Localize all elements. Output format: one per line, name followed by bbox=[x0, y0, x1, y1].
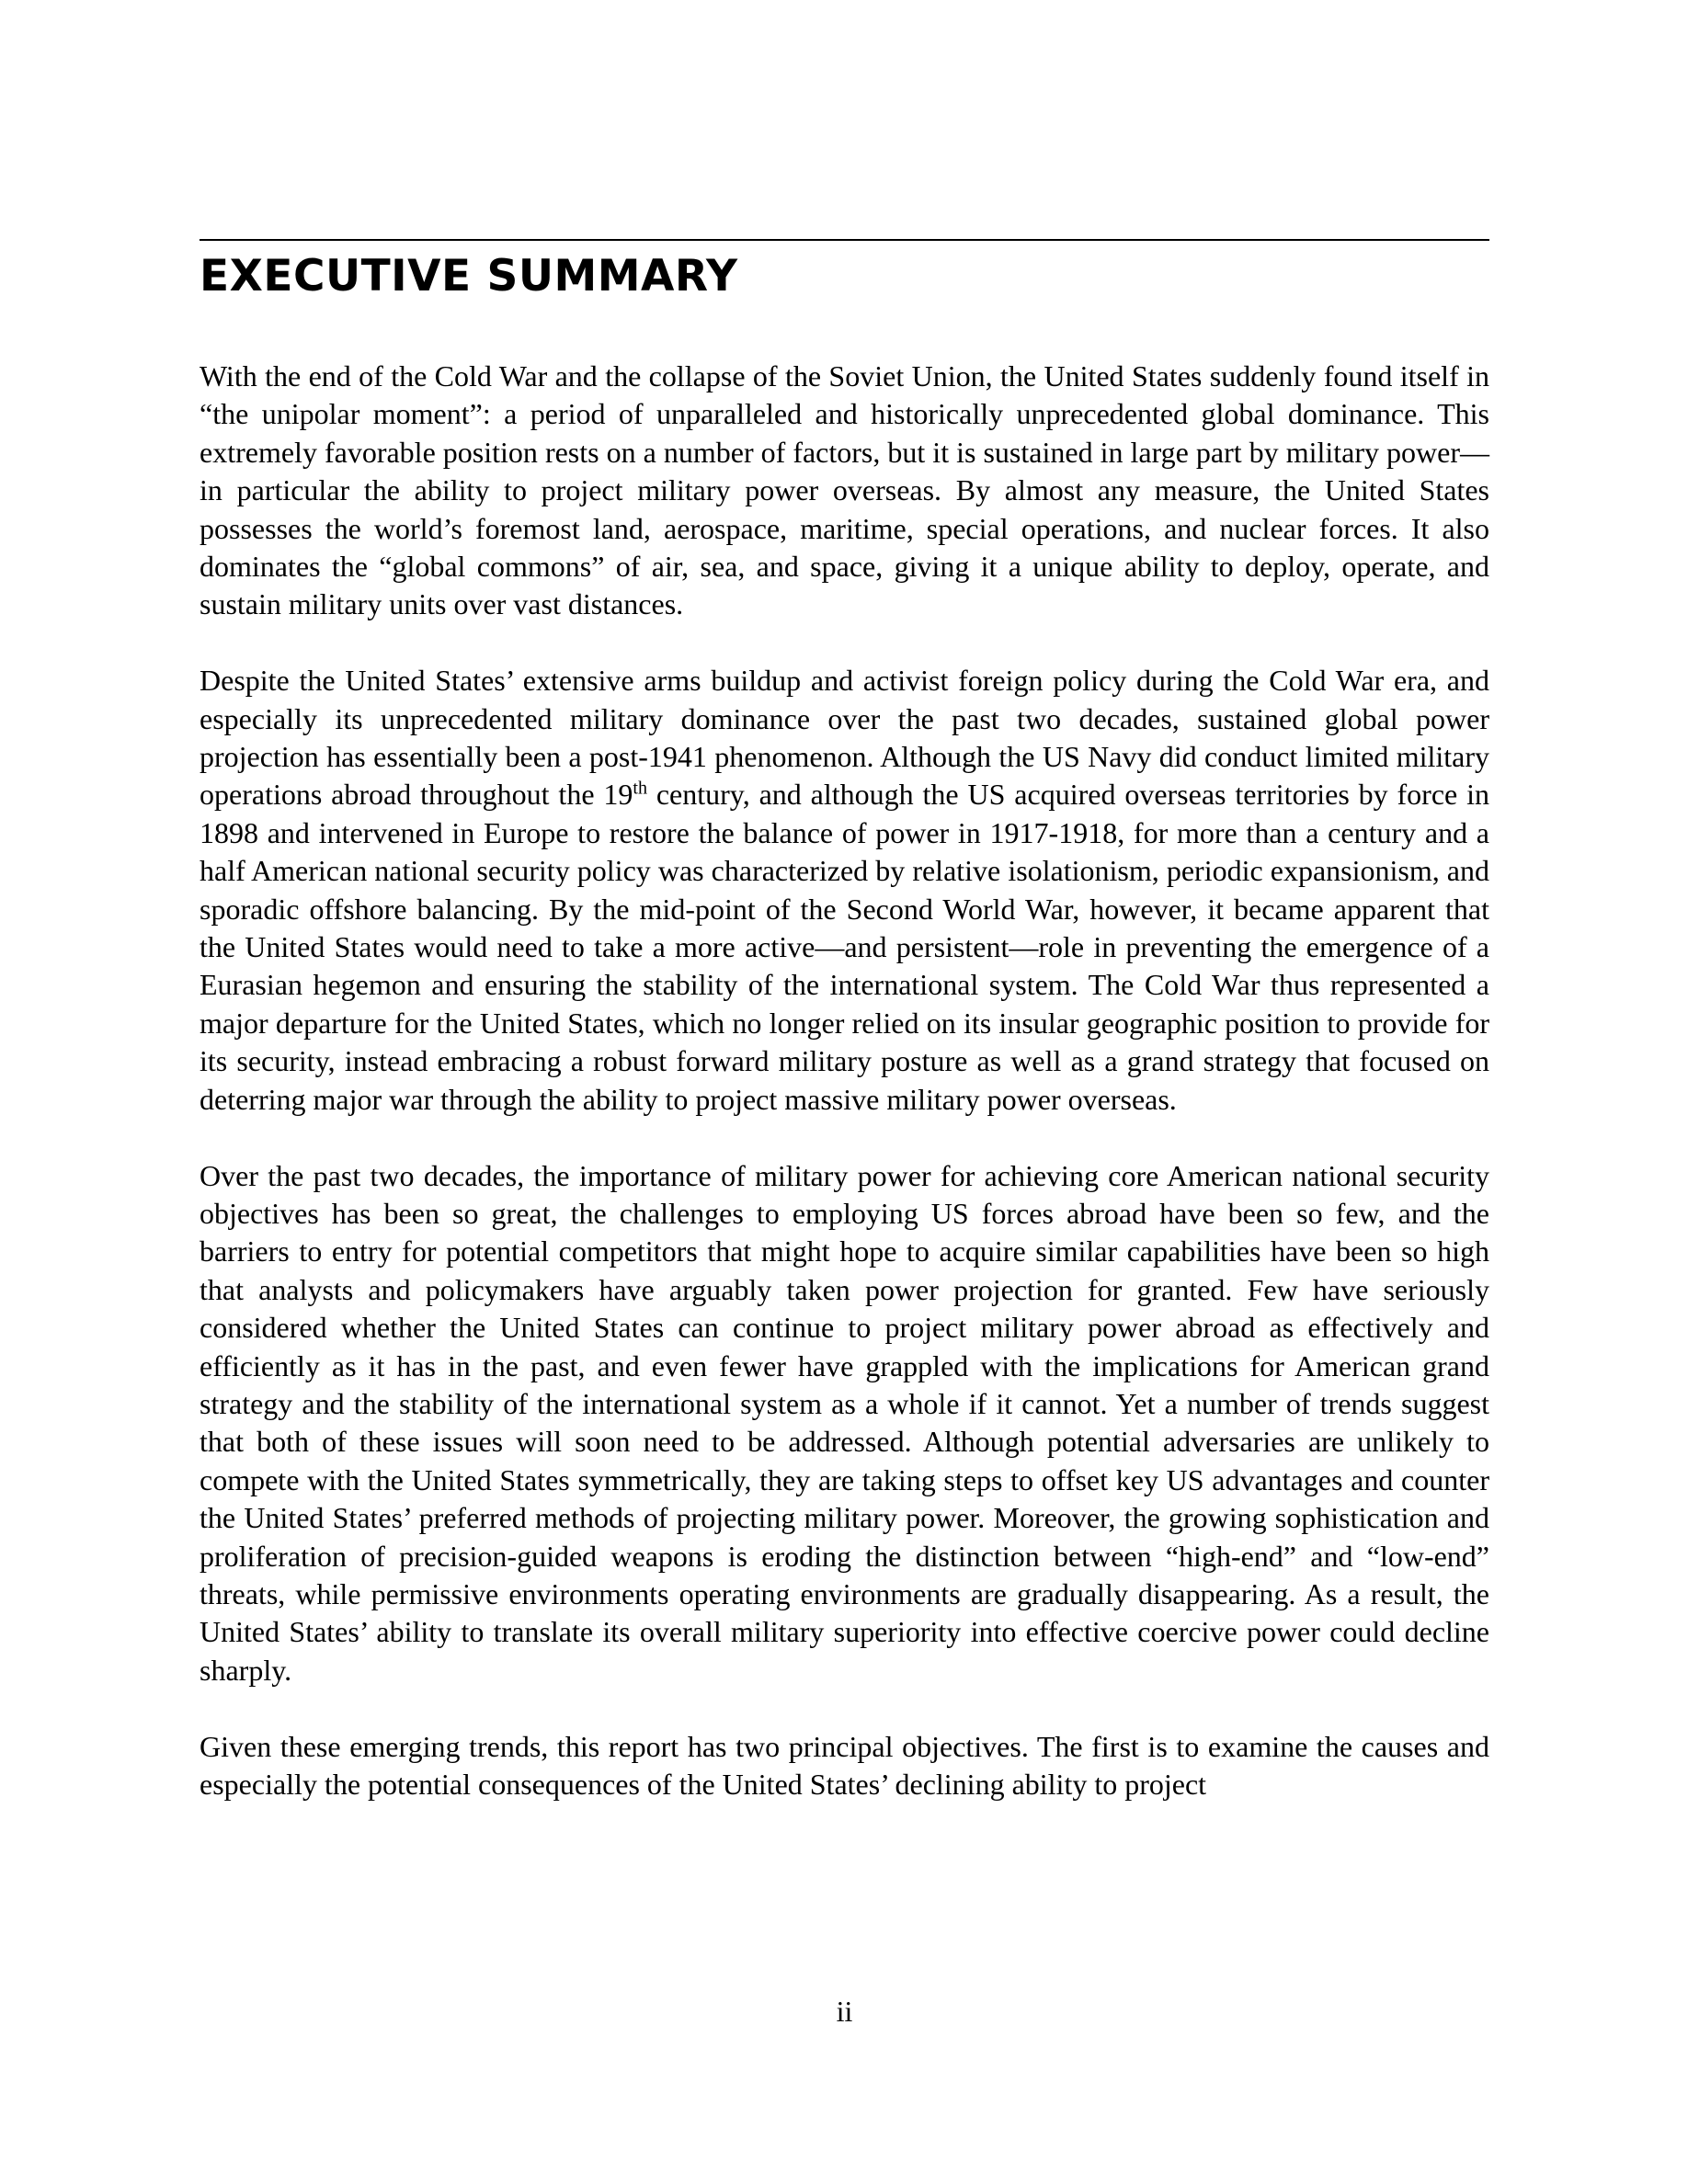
paragraph-4: Given these emerging trends, this report has two principal objectives. The first is to examine the causes and especially the potential consequences of the United States’ declining ability to project bbox=[200, 1729, 1489, 1801]
section-heading: EXECUTIVE SUMMARY bbox=[200, 251, 738, 301]
heading-rule bbox=[200, 239, 1489, 241]
paragraph-2-text-before: Despite the United States’ extensive arms buildup and activist foreign policy during the Cold War era, and especially its unprecedented military dominance over the past two decades, sustained global power projection has essentially been a post-1941 phenomenon. Although the US Navy did conduct limited military operations abroad throughout the 19 bbox=[200, 664, 1489, 812]
document-page bbox=[200, 0, 1489, 2184]
paragraph-3: Over the past two decades, the importance of military power for achieving core American national security objectives has been so great, the challenges to employing US forces abroad have been so few, and the barriers to entry for potential competitors that might hope to acquire similar capabilities have been so high that analysts and policymakers have arguably taken power projection for granted. Few have seriously considered whether the United States can continue to project military power abroad as effectively and efficiently as it has in the past, and even fewer have grappled with the implications for American grand strategy and the stability of the international system as a whole if it cannot. Yet a number of trends suggest that both of these issues will soon need to be addressed. Although potential adversaries are unlikely to compete with the United States symmetrically, they are taking steps to offset key US advantages and counter the United States’ preferred methods of projecting military power. Moreover, the growing sophistication and proliferation of precision-guided weapons is eroding the distinction between “high-end” and “low-end” threats, while permissive environments operating environments are gradually disappearing. As a result, the United States’ ability to translate its overall military superiority into effective coercive power could decline sharply. bbox=[200, 1158, 1489, 1687]
paragraph-2 bbox=[200, 662, 1489, 1119]
page-number: ii bbox=[836, 1995, 853, 2028]
paragraph-2-superscript: th bbox=[633, 778, 647, 799]
paragraph-1: With the end of the Cold War and the collapse of the Soviet Union, the United States suddenly found itself in “the unipolar moment”: a period of unparalleled and historically unprecedented global dominance. This extremely favorable position rests on a number of factors, but it is sustained in large part by military power—in particular the ability to project military power overseas. By almost any measure, the United States possesses the world’s foremost land, aerospace, maritime, special operations, and nuclear forces. It also dominates the “global commons” of air, sea, and space, giving it a unique ability to deploy, operate, and sustain military units over vast distances. bbox=[200, 359, 1489, 621]
paragraph-2-text-after: century, and although the US acquired overseas territories by force in 1898 and intervened in Europe to restore the balance of power in 1917-1918, for more than a century and a half American national security policy was characterized by relative isolationism, periodic expansionism, and sporadic offshore balancing. By the mid-point of the Second World War, however, it became apparent that the United States would need to take a more active—and persistent—role in preventing the emergence of a Eurasian hegemon and ensuring the stability of the international system. The Cold War thus represented a major departure for the United States, which no longer relied on its insular geographic position to provide for its security, instead embracing a robust forward military posture as well as a grand strategy that focused on deterring major war through the ability to project massive military power overseas. bbox=[200, 778, 1490, 1116]
body-text bbox=[200, 358, 1489, 1803]
